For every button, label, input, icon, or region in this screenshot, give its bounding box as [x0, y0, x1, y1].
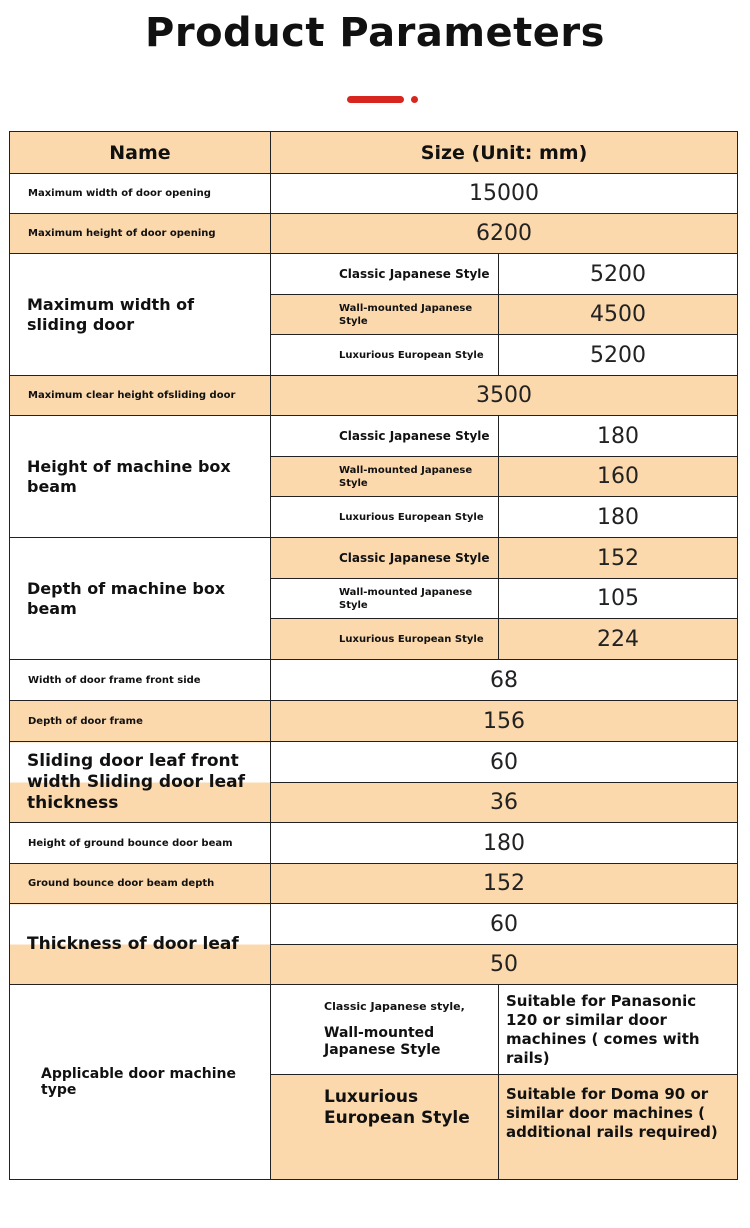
style-label-luxurious: Luxurious European Style: [271, 335, 499, 376]
style-label-wall: Wall-mounted Japanese Style: [271, 295, 499, 335]
row-value-leaf-thickness: 36: [271, 783, 738, 823]
table-row: [10, 416, 738, 457]
row-label-max-height-opening: Maximum height of door opening: [10, 214, 271, 254]
row-value-max-clear-height: 3500: [271, 376, 738, 416]
row-label-machine-type: Applicable door machine type: [10, 985, 271, 1180]
header-size: Size (Unit: mm): [271, 132, 738, 174]
table-row: [10, 174, 738, 214]
machine-group1-value: Suitable for Panasonic 120 or similar door machines ( comes with rails): [499, 985, 738, 1075]
title-accent-dot: [411, 96, 418, 103]
table-row: [10, 864, 738, 904]
row-label-frame-depth: Depth of door frame: [10, 701, 271, 742]
machine-group1-line2: Wall-mounted Japanese Style: [324, 1025, 441, 1058]
row-label-box-beam-depth: Depth of machine box beam: [10, 538, 271, 660]
row-value-leaf-thickness-b: 50: [271, 945, 738, 985]
machine-group2-label: Luxurious European Style: [271, 1075, 499, 1180]
style-label-classic: Classic Japanese Style: [271, 538, 499, 579]
row-label-max-width-sliding: Maximum width of sliding door: [10, 254, 271, 376]
table-row: [10, 660, 738, 701]
value-max-width-sliding-luxurious: 5200: [499, 335, 738, 376]
table-row: [10, 538, 738, 579]
table-row: [10, 376, 738, 416]
row-label-box-beam-height: Height of machine box beam: [10, 416, 271, 538]
row-value-leaf-thickness-a: 60: [271, 904, 738, 945]
header-name: Name: [10, 132, 271, 174]
row-label-max-width-opening: Maximum width of door opening: [10, 174, 271, 214]
row-label-ground-beam-depth: Ground bounce door beam depth: [10, 864, 271, 904]
row-value-frame-front-width: 68: [271, 660, 738, 701]
value-max-width-sliding-wall: 4500: [499, 295, 738, 335]
row-value-ground-beam-depth: 152: [271, 864, 738, 904]
machine-group1-line1: Classic Japanese style,: [324, 1000, 465, 1013]
machine-group2-value: Suitable for Doma 90 or similar door machines ( additional rails required): [499, 1075, 738, 1180]
value-box-beam-height-classic: 180: [499, 416, 738, 457]
row-value-max-height-opening: 6200: [271, 214, 738, 254]
table-row: [10, 742, 738, 783]
row-label-max-clear-height: Maximum clear height ofsliding door: [10, 376, 271, 416]
table-header-row: [10, 132, 738, 174]
table-row: [10, 823, 738, 864]
table-row: [10, 904, 738, 945]
row-label-leaf-front: Sliding door leaf front width Sliding door leaf thickness: [10, 742, 271, 823]
row-label-ground-beam-height: Height of ground bounce door beam: [10, 823, 271, 864]
row-value-frame-depth: 156: [271, 701, 738, 742]
row-value-max-width-opening: 15000: [271, 174, 738, 214]
table-row: [10, 254, 738, 295]
row-label-frame-front-width: Width of door frame front side: [10, 660, 271, 701]
style-label-classic: Classic Japanese Style: [271, 254, 499, 295]
page-title: Product Parameters: [145, 10, 605, 56]
style-label-wall: Wall-mounted Japanese Style: [271, 579, 499, 619]
table-row: [10, 985, 738, 1075]
row-label-leaf-thickness: Thickness of door leaf: [10, 904, 271, 985]
value-box-beam-depth-classic: 152: [499, 538, 738, 579]
style-label-luxurious: Luxurious European Style: [271, 619, 499, 660]
parameters-table: [9, 131, 738, 1180]
style-label-classic: Classic Japanese Style: [271, 416, 499, 457]
value-box-beam-depth-wall: 105: [499, 579, 738, 619]
row-value-leaf-front: 60: [271, 742, 738, 783]
table-row: [10, 214, 738, 254]
title-accent-bar: [347, 96, 404, 103]
row-value-ground-beam-height: 180: [271, 823, 738, 864]
table-row: [10, 701, 738, 742]
value-max-width-sliding-classic: 5200: [499, 254, 738, 295]
style-label-luxurious: Luxurious European Style: [271, 497, 499, 538]
value-box-beam-height-wall: 160: [499, 457, 738, 497]
machine-group1-label: [271, 985, 499, 1075]
value-box-beam-height-luxurious: 180: [499, 497, 738, 538]
value-box-beam-depth-luxurious: 224: [499, 619, 738, 660]
style-label-wall: Wall-mounted Japanese Style: [271, 457, 499, 497]
